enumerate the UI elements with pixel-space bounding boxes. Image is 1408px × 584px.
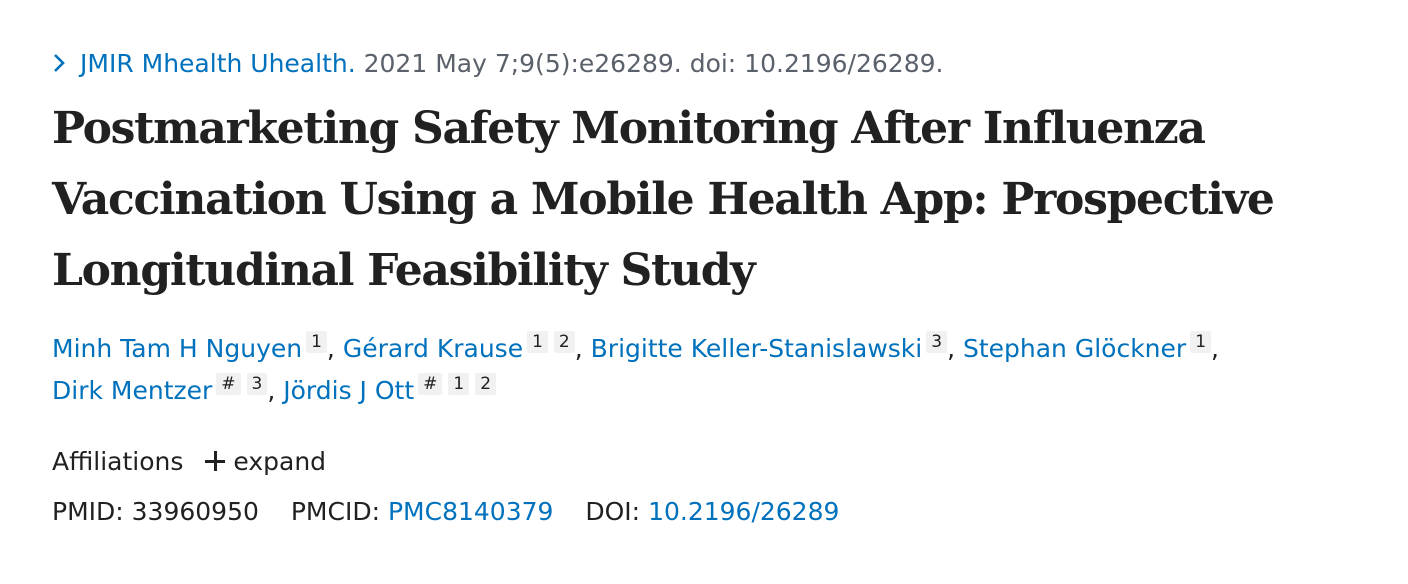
affiliations-toggle[interactable] bbox=[52, 442, 1382, 482]
article-title: Postmarketing Safety Monitoring After Influenza Vaccination Using a Mobile Health App: Prospective Longitudinal Feasibility Study bbox=[52, 103, 1274, 296]
citation-line bbox=[52, 44, 1382, 84]
pmid-value: 33960950 bbox=[131, 497, 259, 526]
affiliation-ref[interactable]: 1 bbox=[306, 331, 327, 353]
affiliations-label: Affiliations bbox=[52, 447, 184, 476]
article-header bbox=[52, 44, 1382, 532]
affiliation-ref[interactable]: 3 bbox=[926, 331, 947, 353]
citation-details: 2021 May 7;9(5):e26289. doi: 10.2196/26289. bbox=[363, 49, 944, 78]
pmcid-link[interactable]: PMC8140379 bbox=[387, 497, 554, 526]
author-link[interactable]: Gérard Krause bbox=[342, 334, 524, 363]
expand-label[interactable]: expand bbox=[233, 447, 327, 476]
author-link[interactable]: Brigitte Keller-Stanislawski bbox=[590, 334, 923, 363]
affiliation-ref[interactable]: 3 bbox=[247, 373, 268, 395]
pmcid-label: PMCID: bbox=[290, 497, 381, 526]
author-link[interactable]: Stephan Glöckner bbox=[962, 334, 1187, 363]
equal-contribution-ref[interactable]: # bbox=[216, 373, 240, 395]
author-link[interactable]: Minh Tam H Nguyen bbox=[52, 334, 303, 363]
affiliation-ref[interactable]: 1 bbox=[448, 373, 469, 395]
affiliation-ref[interactable]: 1 bbox=[1190, 331, 1211, 353]
author-link[interactable]: Jördis J Ott bbox=[283, 376, 415, 405]
affiliation-ref[interactable]: 1 bbox=[527, 331, 548, 353]
affiliation-ref[interactable]: 2 bbox=[554, 331, 575, 353]
pmid-label: PMID: bbox=[52, 497, 124, 526]
affiliation-ref[interactable]: 2 bbox=[475, 373, 496, 395]
identifiers bbox=[52, 492, 1382, 532]
equal-contribution-ref[interactable]: # bbox=[418, 373, 442, 395]
plus-icon[interactable] bbox=[205, 451, 225, 471]
author-link[interactable]: Dirk Mentzer bbox=[52, 376, 213, 405]
doi-label: DOI: bbox=[585, 497, 641, 526]
doi-link[interactable]: 10.2196/26289 bbox=[648, 497, 840, 526]
journal-link[interactable]: JMIR Mhealth Uhealth. bbox=[80, 49, 356, 78]
chevron-right-icon[interactable] bbox=[52, 52, 66, 74]
author-list: Minh Tam H Nguyen 1 , Gérard Krause 1 2 , Brigitte Keller-Stanislawski 3 , Stephan Glöckner 1 , Dirk Mentzer # 3 , Jördis J Ott # 1 2 bbox=[52, 332, 1219, 405]
